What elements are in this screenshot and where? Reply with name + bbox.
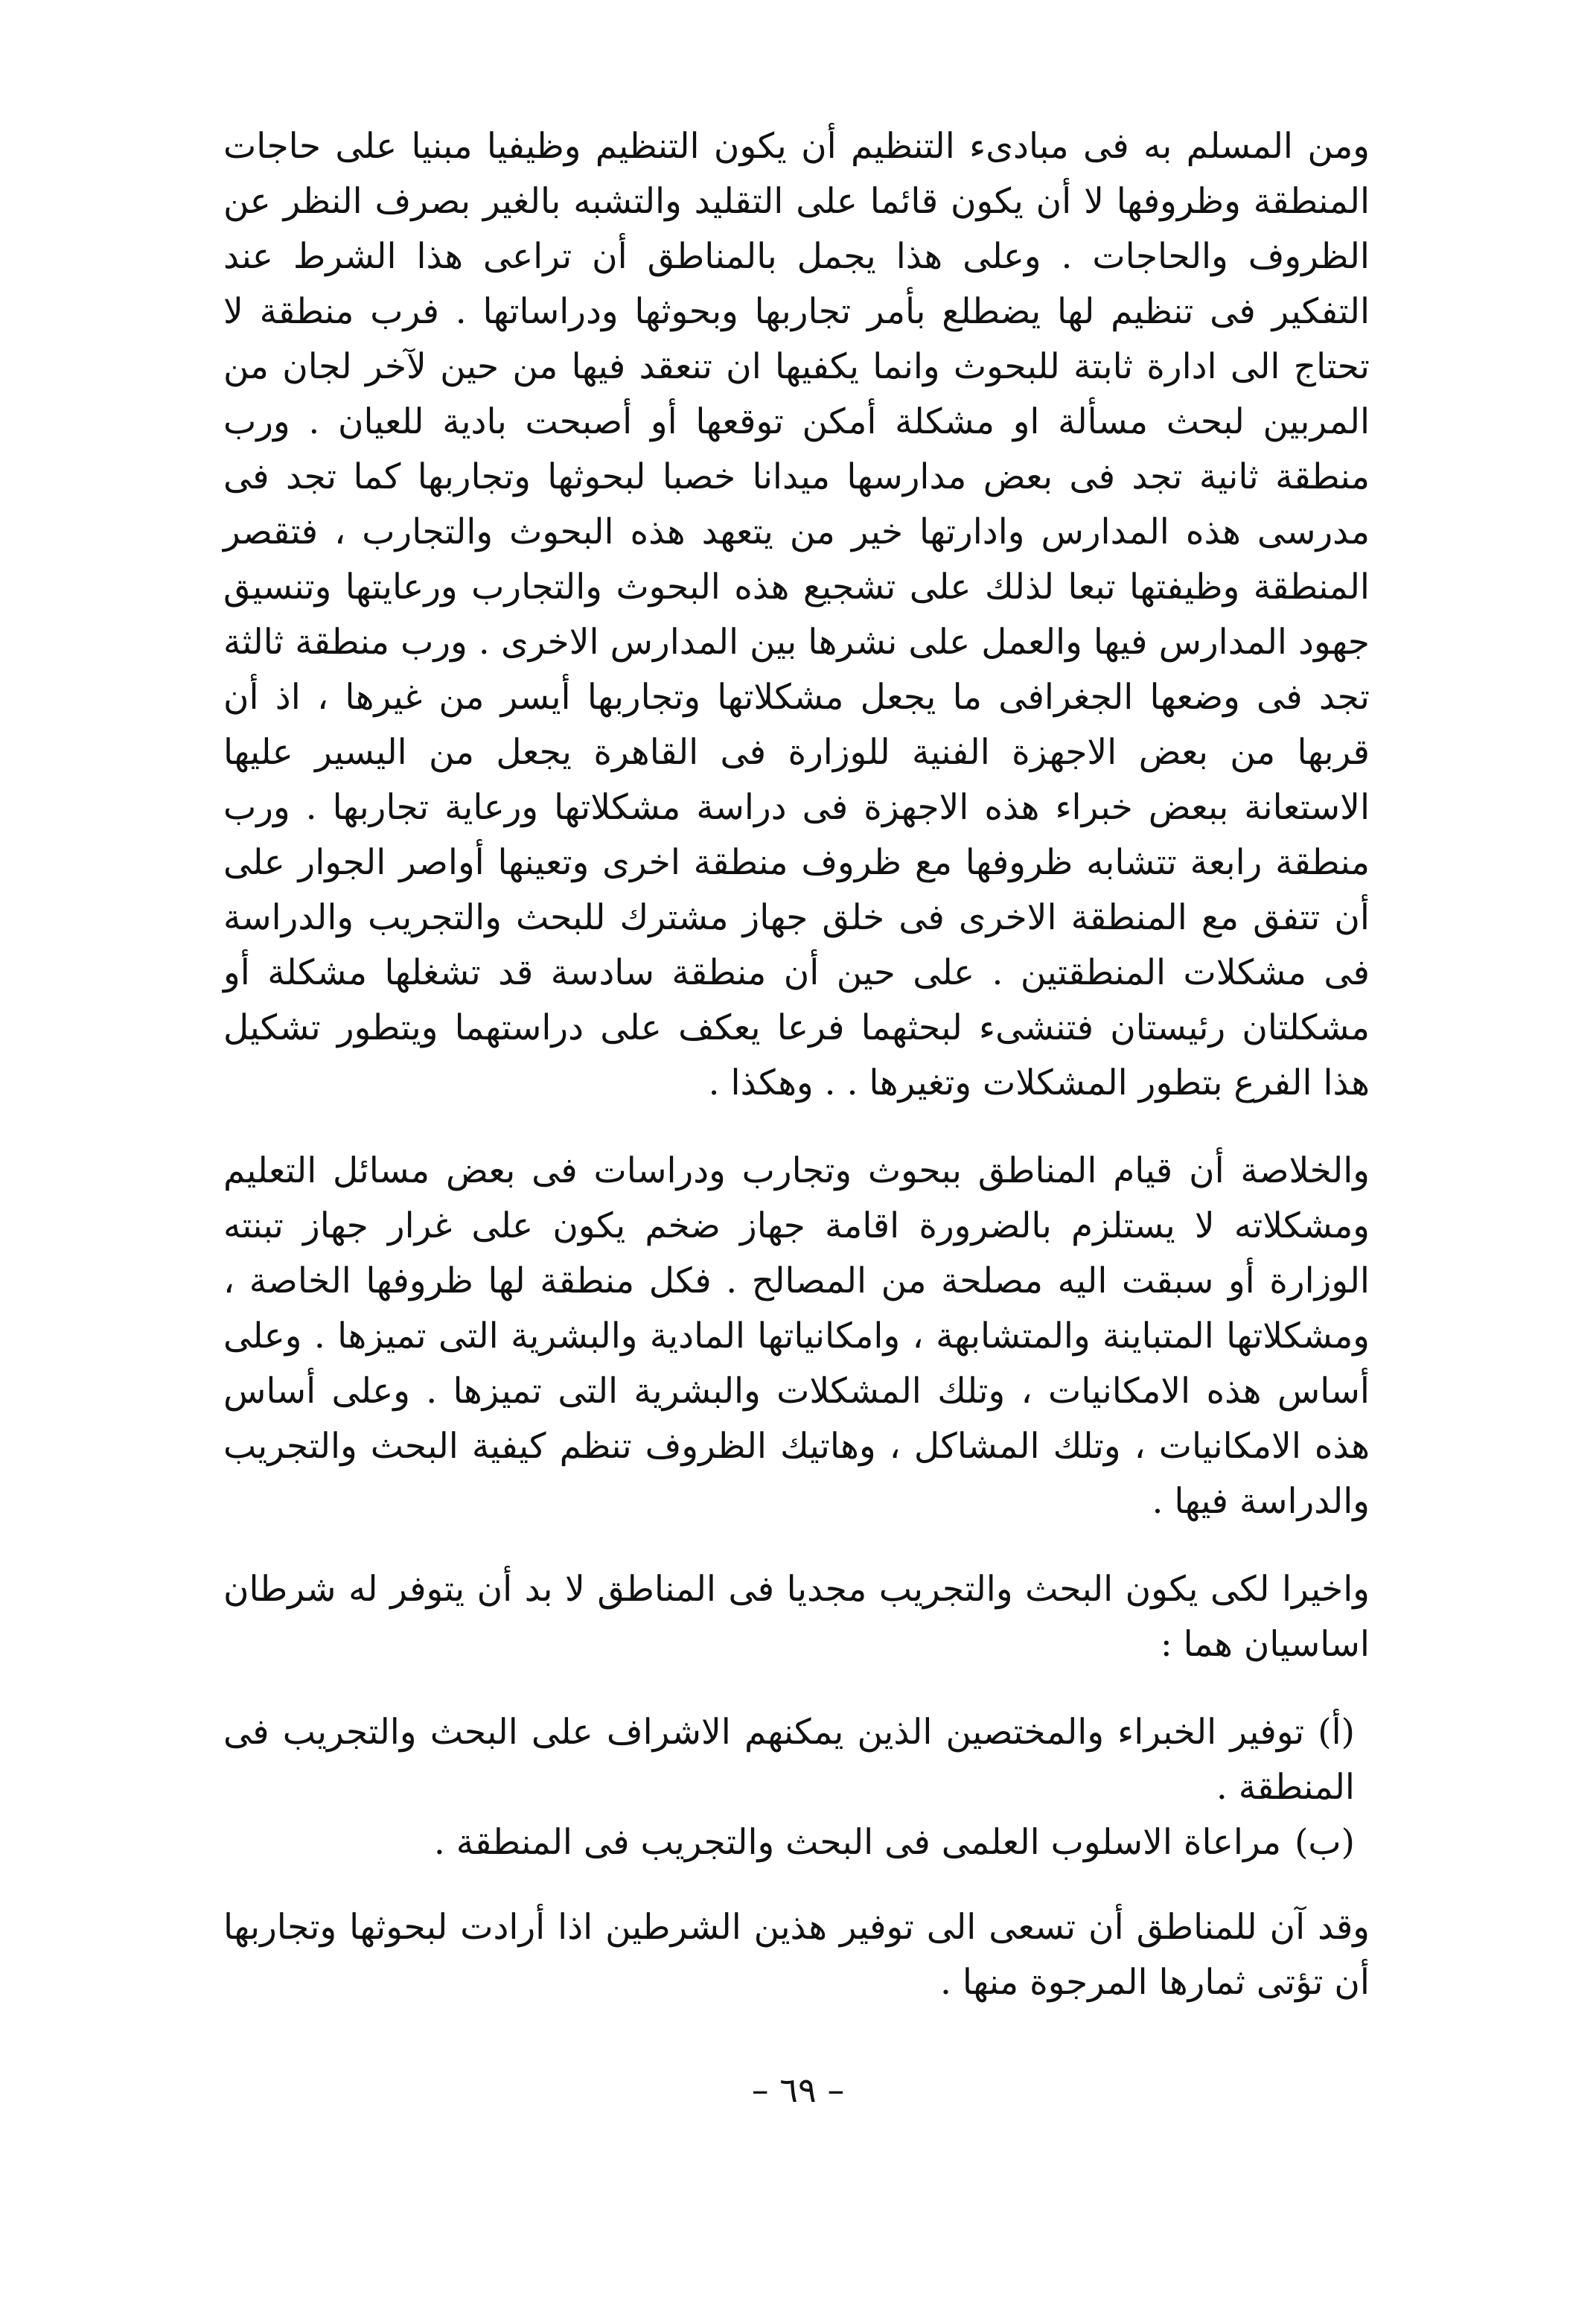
paragraph-conditions-intro: واخيرا لكى يكون البحث والتجريب مجديا فى المناطق لا بد أن يتوفر له شرطان اساسيان هما : [223, 1569, 1370, 1665]
list-item-text: مراعاة الاسلوب العلمى فى البحث والتجريب فى المنطقة . [433, 1822, 1282, 1863]
list-marker: (أ) [1318, 1712, 1355, 1753]
list-item [223, 1705, 1370, 1815]
conditions-list [223, 1705, 1370, 1870]
document-page [223, 119, 1370, 2278]
paragraph-closing: وقد آن للمناطق أن تسعى الى توفير هذين الشرطين اذا أرادت لبحوثها وتجاربها أن تؤتى ثمارها المرجوة منها . [223, 1907, 1370, 2003]
paragraph-organization-principle: ومن المسلم به فى مبادىء التنظيم أن يكون التنظيم وظيفيا مبنيا على حاجات المنطقة وظروفها لا أن يكون قائما على التقليد والتشبه بالغير بصرف النظر عن الظروف والحاجات . وعلى هذا يجمل بالمناطق أن تراعى هذا الشرط عند التفكير فى تنظيم لها يضطلع بأمر تجاربها وبحوثها ودراساتها . فرب منطقة لا تحتاج الى ادارة ثابتة للبحوث وانما يكفيها ان تنعقد فيها من حين لآخر لجان من المربين لبحث مسألة او مشكلة أمكن توقعها أو أصبحت بادية للعيان . ورب منطقة ثانية تجد فى بعض مدارسها ميدانا خصبا لبحوثها وتجاربها كما تجد فى مدرسى هذه المدارس وادارتها خير من يتعهد هذه البحوث والتجارب ، فتقصر المنطقة وظيفتها تبعا لذلك على تشجيع هذه البحوث والتجارب ورعايتها وتنسيق جهود المدارس فيها والعمل على نشرها بين المدارس الاخرى . ورب منطقة ثالثة تجد فى وضعها الجغرافى ما يجعل مشكلاتها وتجاربها أيسر من غيرها ، اذ أن قربها من بعض الاجهزة الفنية للوزارة فى القاهرة يجعل من اليسير عليها الاستعانة ببعض خبراء هذه الاجهزة فى دراسة مشكلاتها ورعاية تجاربها . ورب منطقة رابعة تتشابه ظروفها مع ظروف منطقة اخرى وتعينها أواصر الجوار على أن تتفق مع المنطقة الاخرى فى خلق جهاز مشترك للبحث والتجريب والدراسة فى مشكلات المنطقتين . على حين أن منطقة سادسة قد تشغلها مشكلة أو مشكلتان رئيستان فتنشىء لبحثهما فرعا يعكف على دراستهما ويتطور تشكيل هذا الفرع بتطور المشكلات وتغيرها . . وهكذا . [223, 126, 1370, 1103]
list-item [223, 1815, 1370, 1870]
page-number: – ٦٩ – [751, 2070, 845, 2110]
list-item-text: توفير الخبراء والمختصين الذين يمكنهم الاشراف على البحث والتجريب فى المنطقة . [223, 1712, 1355, 1808]
paragraph-summary: والخلاصة أن قيام المناطق ببحوث وتجارب ودراسات فى بعض مسائل التعليم ومشكلاته لا يستلزم بالضرورة اقامة جهاز ضخم يكون على غرار جهاز تبنته الوزارة أو سبقت اليه مصلحة من المصالح . فكل منطقة لها ظروفها الخاصة ، ومشكلاتها المتباينة والمتشابهة ، وامكانياتها المادية والبشرية التى تميزها . وعلى أساس هذه الامكانيات ، وتلك المشكلات والبشرية التى تميزها . وعلى أساس هذه الامكانيات ، وتلك المشاكل ، وهاتيك الظروف تنظم كيفية البحث والتجريب والدراسة فيها . [223, 1150, 1370, 1522]
list-marker: (ب) [1295, 1822, 1355, 1863]
